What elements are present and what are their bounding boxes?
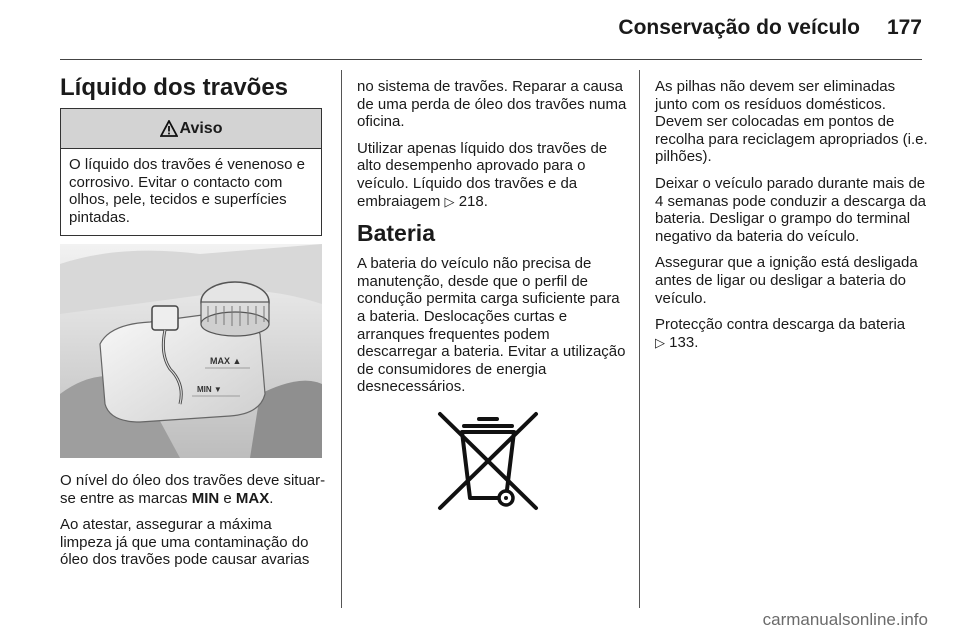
left-column-text [60, 472, 326, 578]
section-heading-brake-fluid: Líquido dos travões [60, 74, 289, 101]
paragraph [655, 316, 930, 351]
running-header-title: Conservação do veículo [618, 16, 860, 39]
page-reference-link[interactable]: 218. [458, 192, 488, 210]
paragraph [357, 140, 627, 210]
column-divider-1 [341, 70, 342, 608]
text-run: e [219, 489, 236, 507]
paragraph: no sistema de travões. Reparar a causa de uma perda de óleo dos travões numa oficina. [357, 78, 627, 131]
min-mark-label: MIN ▼ [197, 385, 222, 394]
text-run: O nível do óleo dos travões deve situar-se entre as marcas [60, 472, 326, 507]
crossed-out-wheelie-bin-icon [434, 410, 542, 512]
page-reference-arrow-icon: ▷ [655, 334, 665, 350]
warning-triangle-icon [160, 120, 178, 137]
paragraph: As pilhas não devem ser eliminadas junto com os resíduos domésticos. Devem ser colocadas em pontos de recolha para reciclagem apropriados (i.e. pilhões). [655, 78, 928, 166]
text-run: . [269, 489, 274, 507]
warning-box [60, 108, 322, 236]
header-rule [60, 59, 922, 60]
section-heading-battery: Bateria [357, 220, 435, 247]
paragraph: Deixar o veículo parado durante mais de 4 semanas pode conduzir a descarga da bateria. Desligar o grampo do terminal negativo da bateria do veículo. [655, 174, 927, 245]
paragraph: Assegurar que a ignição está desligada antes de ligar ou desligar a bateria do veículo. [655, 254, 918, 307]
text-run: Protecção contra descarga da bateria [655, 316, 906, 334]
warning-header [61, 109, 321, 149]
paragraph: A bateria do veículo não precisa de manutenção, desde que o perfil de condução permita carga suficiente para a bateria. Deslocações curtas e arranques frequentes podem descarregar a bateria. Evitar a utilização de consumidores de energia desnecessários. [357, 255, 626, 396]
middle-column-text [357, 78, 627, 405]
page-number: 177 [886, 16, 922, 39]
max-mark-ref: MAX [235, 489, 270, 507]
paragraph: Ao atestar, assegurar a máxima limpeza já que uma contaminação do óleo dos travões pode causar avarias [60, 516, 310, 569]
text-run: Utilizar apenas líquido dos travões de alto desempenho aprovado para o veículo. Líquido dos travões e da embraiagem [357, 139, 608, 210]
warning-text: O líquido dos travões é venenoso e corrosivo. Evitar o contacto com olhos, pele, tecidos e superfícies pintadas. [69, 156, 305, 226]
page-reference-arrow-icon: ▷ [444, 193, 455, 209]
min-mark-ref: MIN [191, 489, 220, 507]
column-divider-2 [639, 70, 640, 608]
page-reference-link[interactable]: 133. [669, 333, 699, 351]
brake-fluid-reservoir-photo [60, 244, 322, 458]
max-mark-label: MAX ▲ [210, 356, 242, 366]
paragraph [60, 472, 326, 507]
right-column-text [655, 78, 930, 360]
watermark: carmanualsonline.info [762, 610, 928, 629]
warning-title: Aviso [179, 119, 223, 137]
